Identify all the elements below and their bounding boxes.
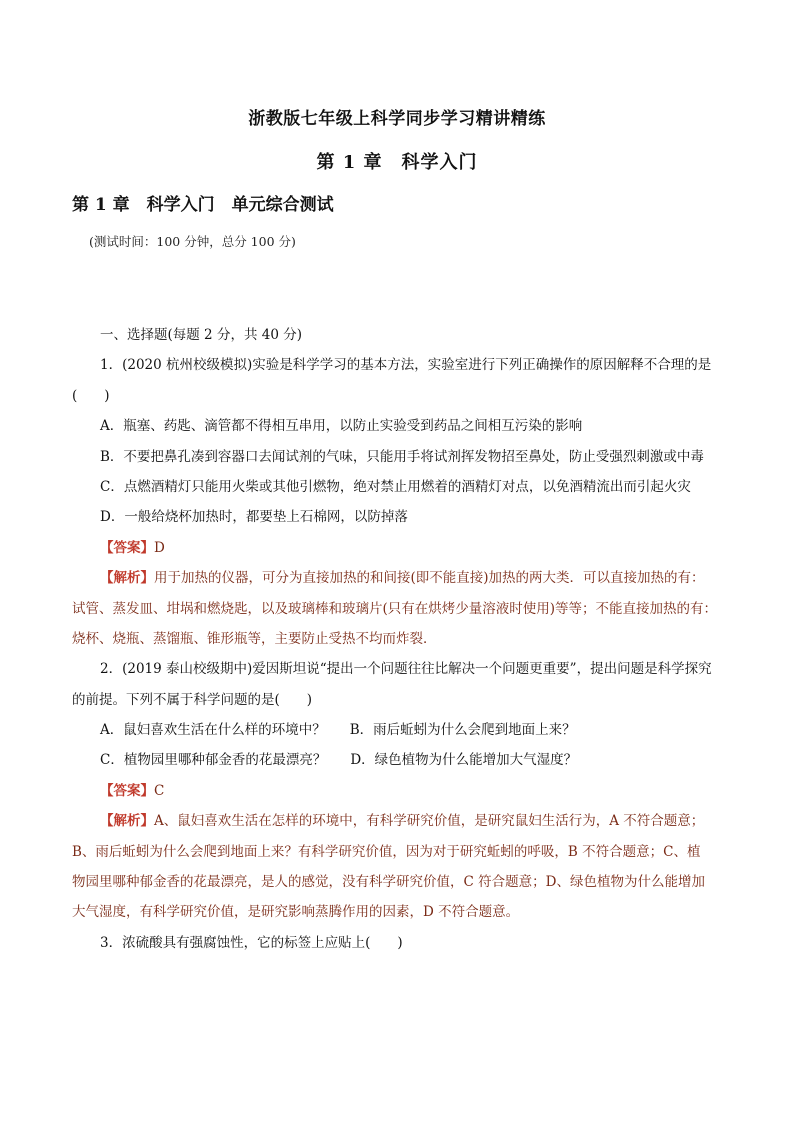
- analysis-tag: 【解析】: [100, 813, 154, 830]
- q2-stem-line1: 2．(2019 泰山校级期中)爱因斯坦说“提出一个问题往往比解决一个问题更重要”，提出问题是科学探究: [100, 661, 712, 678]
- q3-stem-line1: 3．浓硫酸具有强腐蚀性，它的标签上应贴上( ): [100, 934, 403, 951]
- question-body: [72, 320, 724, 958]
- q1-analysis-line1: [72, 563, 724, 593]
- test-info: (测试时间：100 分钟，总分 100 分): [89, 234, 296, 249]
- q2-analysis-line2: B、雨后蚯蚓为什么会爬到地面上来？有科学研究价值，因为对于研究蚯蚓的呼吸，B 不符合题意；C、植: [72, 843, 701, 860]
- q1-analysis-line2: 试管、蒸发皿、坩埚和燃烧匙，以及玻璃棒和玻璃片(只有在烘烤少量溶液时使用)等等；不能直接加热的有：: [72, 600, 718, 617]
- q2-analysis-line4: 大气湿度，有科学研究价值，是研究影响蒸腾作用的因素，D 不符合题意。: [72, 904, 520, 921]
- answer-value: C: [154, 782, 165, 799]
- section-heading: 一、选择题(每题 2 分，共 40 分): [100, 327, 302, 343]
- q1-stem-line1: 1．(2020 杭州校级模拟)实验是科学学习的基本方法，实验室进行下列正确操作的原因解释不合理的是: [100, 357, 712, 374]
- unit-title: 第 1 章 科学入门 单元综合测试: [72, 195, 334, 215]
- q2-analysis-line3: 物园里哪种郁金香的花最漂亮，是人的感觉，没有科学研究价值，C 符合题意；D、绿色植物为什么能增加: [72, 874, 705, 891]
- q2-option-c: C．植物园里哪种郁金香的花最漂亮？: [100, 752, 327, 769]
- answer-value: D: [154, 539, 165, 556]
- q2-answer: [72, 776, 724, 806]
- q1-analysis-line3: 烧杯、烧瓶、蒸馏瓶、锥形瓶等，主要防止受热不均而炸裂．: [72, 630, 437, 647]
- q2-options-ab: [72, 715, 724, 745]
- q2-option-b: B．雨后蚯蚓为什么会爬到地面上来？: [349, 722, 576, 739]
- q2-option-d: D．绿色植物为什么能增加大气湿度？: [350, 752, 578, 769]
- q2-analysis-line1: [72, 806, 724, 836]
- q1-option-b: B．不要把鼻孔凑到容器口去闻试剂的气味，只能用手将试剂挥发物招至鼻处，防止受强烈刺激或中毒: [100, 448, 704, 465]
- analysis-text: 用于加热的仪器，可分为直接加热的和间接(即不能直接)加热的两大类．可以直接加热的有：: [154, 570, 705, 587]
- q1-stem-line2: ( ): [72, 387, 110, 404]
- answer-tag: 【答案】: [100, 539, 154, 556]
- q2-option-a: A．鼠妇喜欢生活在什么样的环境中？: [100, 722, 326, 739]
- q1-option-a: A．瓶塞、药匙、滴管都不得相互串用，以防止实验受到药品之间相互污染的影响: [100, 418, 583, 435]
- analysis-tag: 【解析】: [100, 570, 154, 587]
- analysis-text: A、鼠妇喜欢生活在怎样的环境中，有科学研究价值，是研究鼠妇生活行为，A 不符合题意；: [154, 813, 705, 830]
- q1-answer: [72, 533, 724, 563]
- q2-stem-line2: 的前提。下列不属于科学问题的是( ): [72, 691, 313, 708]
- document-title: 浙教版七年级上科学同步学习精讲精练: [248, 109, 546, 129]
- chapter-title: 第 1 章 科学入门: [316, 152, 478, 173]
- answer-tag: 【答案】: [100, 782, 154, 799]
- q1-option-d: D．一般给烧杯加热时，都要垫上石棉网，以防掉落: [100, 509, 408, 526]
- q1-option-c: C．点燃酒精灯只能用火柴或其他引燃物，绝对禁止用燃着的酒精灯对点，以免酒精流出而引起火灾: [100, 478, 691, 495]
- q2-options-cd: [72, 745, 724, 775]
